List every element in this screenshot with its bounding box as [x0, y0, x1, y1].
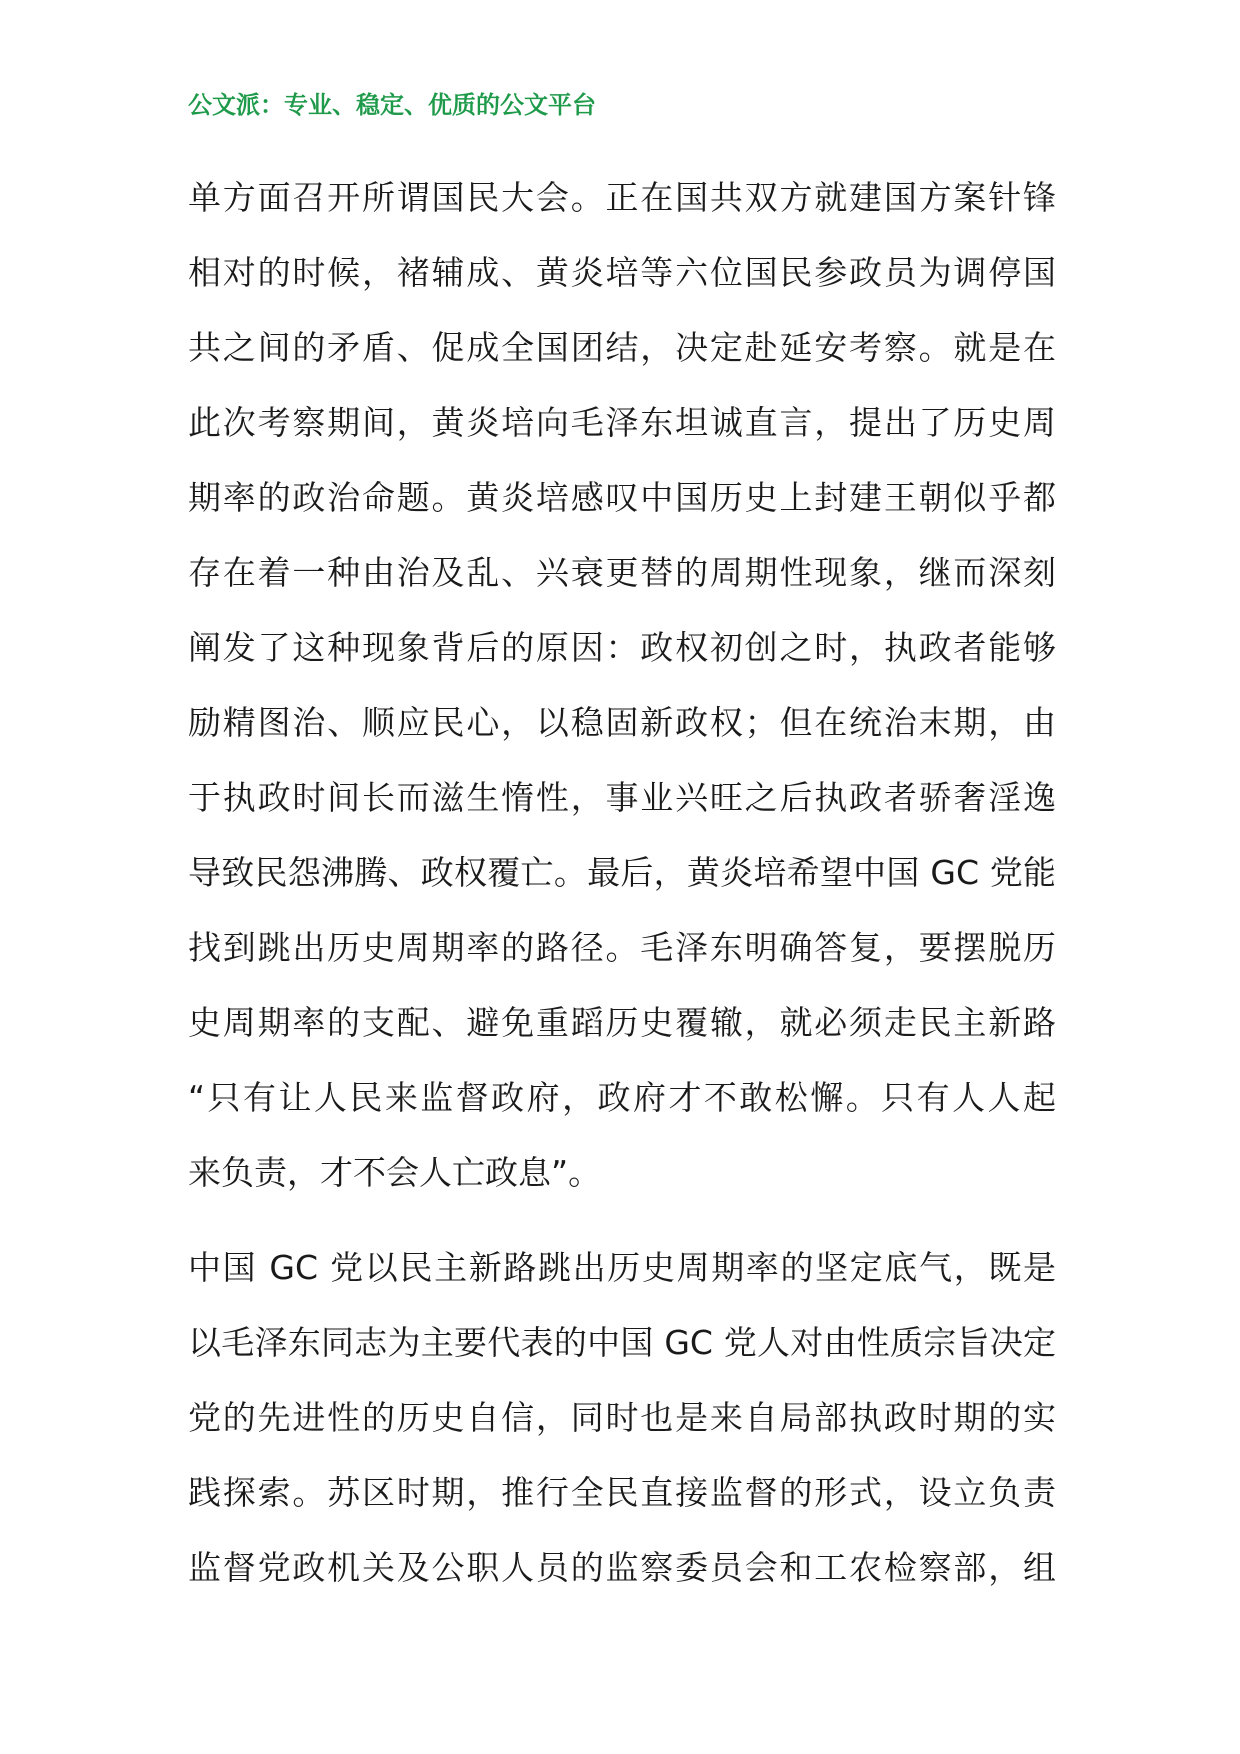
body-text [188, 160, 1056, 1605]
text-line: 史周期率的支配、避免重蹈历史覆辙，就必须走民主新路 [188, 1003, 1056, 1042]
text-line: 党的先进性的历史自信，同时也是来自局部执政时期的实 [188, 1398, 1056, 1437]
text-line: 中国 GC 党以民主新路跳出历史周期率的坚定底气，既是 [188, 1248, 1056, 1287]
paragraph-1 [188, 160, 1056, 1210]
text-line: 单方面召开所谓国民大会。正在国共双方就建国方案针锋 [188, 178, 1056, 217]
text-line: “只有让人民来监督政府，政府才不敢松懈。只有人人起 [188, 1078, 1056, 1117]
text-line: 践探索。苏区时期，推行全民直接监督的形式，设立负责 [188, 1473, 1056, 1512]
text-line: 来负责，才不会人亡政息”。 [188, 1153, 602, 1192]
text-line: 励精图治、顺应民心，以稳固新政权；但在统治末期，由 [188, 703, 1056, 742]
text-line: 期率的政治命题。黄炎培感叹中国历史上封建王朝似乎都 [188, 478, 1056, 517]
paragraph-spacer [188, 1210, 1056, 1230]
text-line: 导致民怨沸腾、政权覆亡。最后，黄炎培希望中国 GC 党能 [188, 853, 1056, 892]
text-line: 此次考察期间，黄炎培向毛泽东坦诚直言，提出了历史周 [188, 403, 1056, 442]
text-line: 存在着一种由治及乱、兴衰更替的周期性现象，继而深刻 [188, 553, 1056, 592]
text-line: 于执政时间长而滋生惰性，事业兴旺之后执政者骄奢淫逸 [188, 778, 1056, 817]
header-title: 公文派：专业、稳定、优质的公文平台 [188, 90, 596, 119]
text-line: 相对的时候，褚辅成、黄炎培等六位国民参政员为调停国 [188, 253, 1056, 292]
text-line: 以毛泽东同志为主要代表的中国 GC 党人对由性质宗旨决定 [188, 1323, 1056, 1362]
text-line: 阐发了这种现象背后的原因：政权初创之时，执政者能够 [188, 628, 1056, 667]
text-line: 找到跳出历史周期率的路径。毛泽东明确答复，要摆脱历 [188, 928, 1056, 967]
text-line: 共之间的矛盾、促成全国团结，决定赴延安考察。就是在 [188, 328, 1056, 367]
paragraph-2 [188, 1230, 1056, 1605]
text-line: 监督党政机关及公职人员的监察委员会和工农检察部，组 [188, 1548, 1056, 1587]
